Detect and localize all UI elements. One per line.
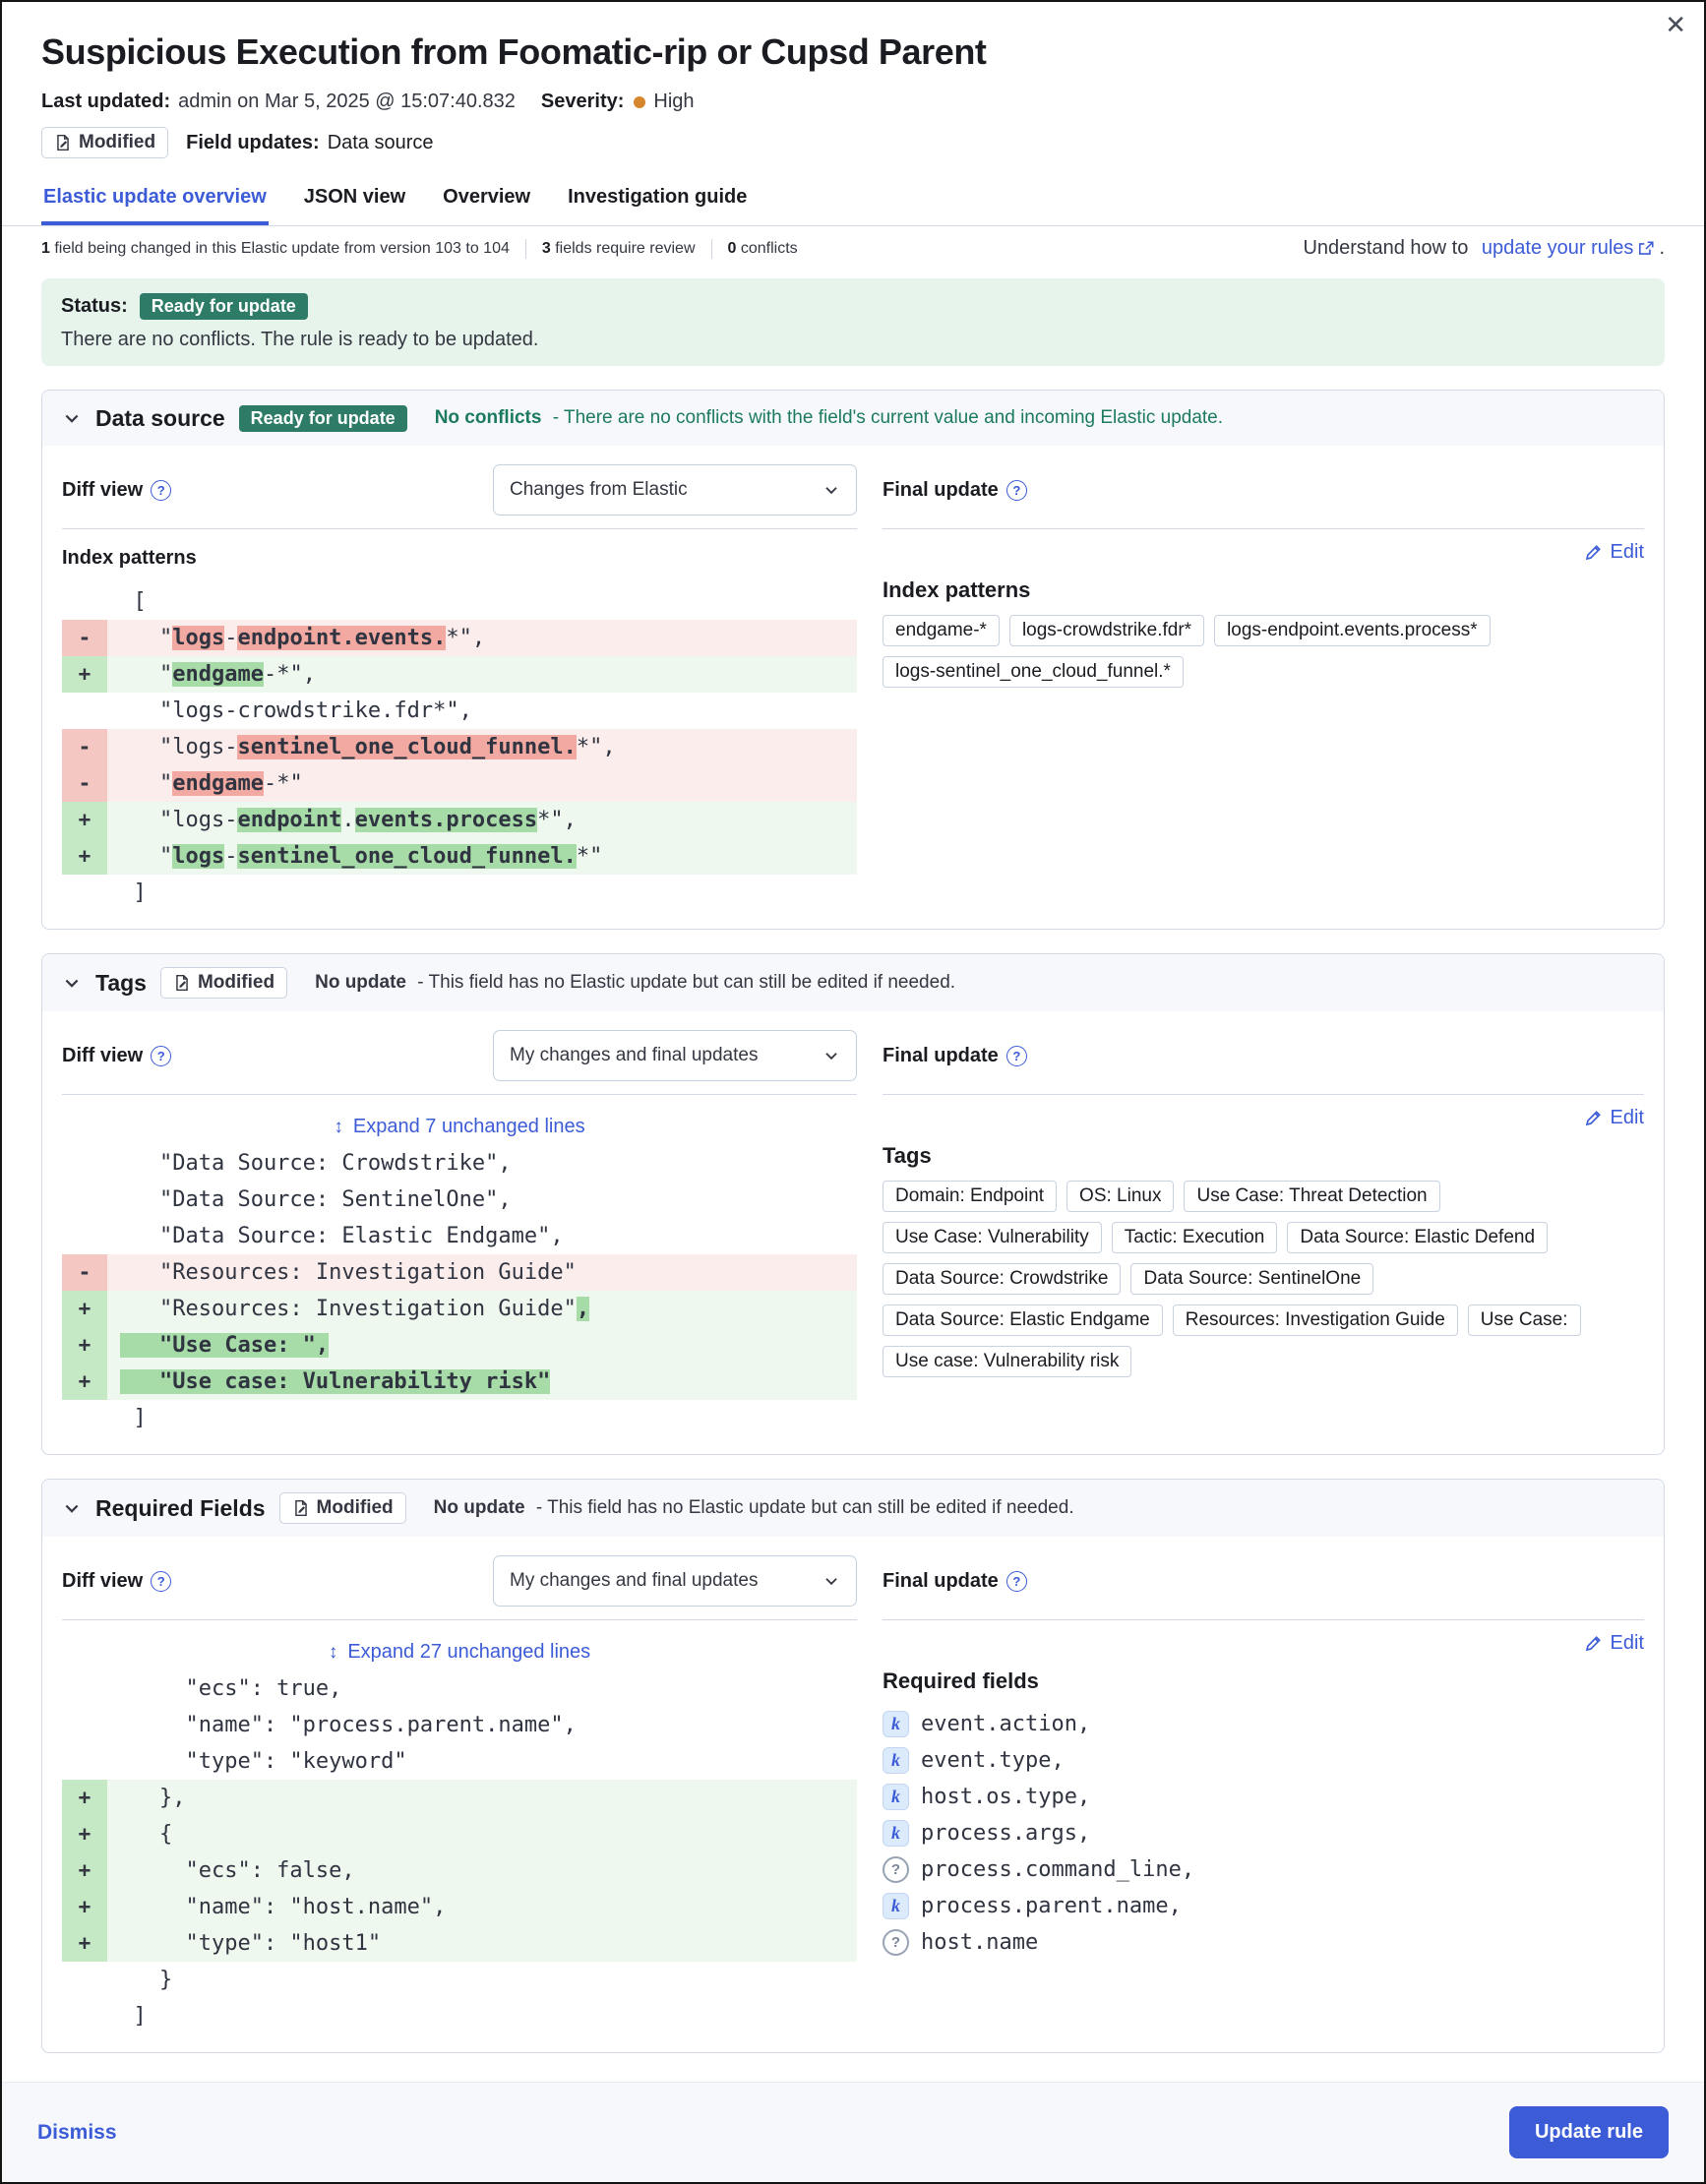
diff-gutter [62, 1400, 107, 1436]
diff-code: "logs-endpoint.events.process*", [107, 808, 577, 832]
severity-label: Severity: [540, 91, 625, 112]
severity-dot [634, 96, 645, 108]
diff-code: [ [107, 589, 147, 614]
expand-label: Expand 7 unchanged lines [352, 1116, 585, 1137]
pencil-icon [1584, 543, 1603, 562]
diff-line [62, 765, 857, 802]
diff-line [62, 1291, 857, 1327]
final-update-column [883, 463, 1644, 911]
chevron-down-icon[interactable] [62, 408, 82, 428]
close-icon[interactable]: ✕ [1665, 10, 1686, 39]
tab-investigation-guide[interactable]: Investigation guide [568, 186, 748, 208]
diff-line [62, 1852, 857, 1889]
final-update-label: Final update ? [883, 1045, 1027, 1067]
diff-gutter [62, 1707, 107, 1743]
panel-data-source-header[interactable] [42, 391, 1664, 446]
tag-badge: logs-crowdstrike.fdr* [1009, 615, 1204, 646]
diff-gutter [62, 693, 107, 729]
diff-code: "name": "process.parent.name", [107, 1713, 577, 1737]
conflict-status-bold: No conflicts [434, 407, 542, 428]
keyword-token-icon: k [883, 1893, 909, 1919]
flyout-footer [2, 2082, 1704, 2182]
diff-code: "logs-sentinel_one_cloud_funnel.*", [107, 735, 616, 759]
divider [711, 239, 712, 259]
tag-badge: Use case: Vulnerability risk [883, 1346, 1131, 1377]
chevron-down-icon[interactable] [62, 973, 82, 993]
tab-overview[interactable]: Overview [443, 186, 531, 208]
diff-line [62, 1218, 857, 1254]
tags-badges [883, 1181, 1644, 1377]
status-badge: Ready for update [140, 293, 308, 320]
required-field-name: event.type, [921, 1748, 1065, 1773]
diff-line [62, 1670, 857, 1707]
diff-line [62, 1145, 857, 1182]
diff-gutter [62, 1670, 107, 1707]
divider [62, 1094, 857, 1095]
panel-title: Data source [95, 404, 225, 431]
diff-line [62, 838, 857, 875]
diff-line [62, 1889, 857, 1925]
diff-line [62, 583, 857, 620]
help-icon[interactable]: ? [151, 1046, 171, 1066]
diff-gutter: + [62, 1780, 107, 1816]
panel-title: Tags [95, 969, 147, 996]
chevron-down-icon[interactable] [62, 1498, 82, 1518]
document-edit-icon [292, 1499, 310, 1517]
diff-line [62, 1925, 857, 1962]
required-field-row [883, 1924, 1644, 1961]
update-status [315, 972, 955, 994]
stat-number: 3 [541, 239, 551, 257]
required-field-name: process.args, [921, 1821, 1091, 1846]
panel-tags-header[interactable] [42, 954, 1664, 1011]
dismiss-button[interactable]: Dismiss [37, 2120, 117, 2144]
divider [62, 528, 857, 529]
final-update-column [883, 1554, 1644, 2034]
unknown-token-icon: ? [883, 1929, 909, 1956]
required-field-row [883, 1851, 1644, 1888]
diff-code: { [107, 1822, 173, 1847]
diff-gutter: + [62, 1291, 107, 1327]
pencil-icon [1584, 1109, 1603, 1127]
diff-line [62, 729, 857, 765]
tags-diff [62, 1109, 857, 1436]
diff-code: "logs-endpoint.events.*", [107, 626, 486, 650]
help-icon[interactable]: ? [151, 480, 171, 501]
help-text [1303, 237, 1665, 260]
tag-badge: Tactic: Execution [1112, 1222, 1278, 1253]
diff-code: "Resources: Investigation Guide" [107, 1260, 577, 1285]
update-status-bold: No update [315, 972, 406, 993]
severity-value: High [653, 91, 695, 112]
last-updated-value: admin on Mar 5, 2025 @ 15:07:40.832 [178, 91, 516, 112]
last-updated-label: Last updated: [41, 91, 171, 112]
edit-button[interactable]: Edit [1584, 1107, 1644, 1129]
diff-code: "Data Source: Elastic Endgame", [107, 1224, 564, 1248]
diff-code: ] [107, 1406, 147, 1430]
modified-badge [279, 1492, 406, 1524]
field-updates-value: Data source [327, 131, 434, 153]
stat-item: 3 fields require review [541, 239, 696, 257]
diff-line [62, 1364, 857, 1400]
keyword-token-icon: k [883, 1747, 909, 1774]
tag-badge: Data Source: Elastic Endgame [883, 1304, 1163, 1336]
help-icon[interactable]: ? [1006, 480, 1027, 501]
diff-line [62, 1400, 857, 1436]
diff-gutter: + [62, 656, 107, 693]
tag-badge: Data Source: Elastic Defend [1287, 1222, 1548, 1253]
tag-badge: endgame-* [883, 615, 1000, 646]
help-icon[interactable]: ? [1006, 1571, 1027, 1592]
required-field-name: host.os.type, [921, 1785, 1091, 1809]
diff-gutter [62, 1962, 107, 1998]
edit-button[interactable]: Edit [1584, 1632, 1644, 1655]
final-update-label: Final update ? [883, 479, 1027, 502]
required-fields-heading: Required fields [883, 1668, 1039, 1693]
diff-view-select[interactable] [493, 1555, 857, 1607]
stat-number: 1 [41, 239, 50, 257]
panel-tags [41, 953, 1665, 1455]
diff-code: "endgame-*" [107, 771, 303, 796]
panel-data-source [41, 390, 1665, 930]
diff-code: }, [107, 1786, 186, 1810]
tab-bar [2, 180, 1704, 226]
update-stats-row [2, 226, 1704, 271]
index-patterns-heading: Index patterns [883, 577, 1031, 602]
ready-for-update-badge: Ready for update [239, 405, 407, 432]
status-callout [41, 278, 1665, 366]
tab-elastic-update-overview[interactable]: Elastic update overview [41, 180, 269, 225]
diff-code: } [107, 1968, 173, 1992]
diff-gutter [62, 1145, 107, 1182]
keyword-token-icon: k [883, 1784, 909, 1810]
required-field-row [883, 1742, 1644, 1779]
help-suffix: . [1659, 237, 1665, 259]
tag-badge: Data Source: SentinelOne [1130, 1263, 1373, 1295]
modified-badge [41, 127, 168, 158]
diff-code: ] [107, 2004, 147, 2029]
flyout-header [2, 2, 1704, 158]
diff-line [62, 1962, 857, 1998]
diff-code: "Data Source: SentinelOne", [107, 1187, 512, 1212]
expand-icon: ↕ [334, 1116, 343, 1137]
diff-code: "name": "host.name", [107, 1895, 447, 1919]
index-patterns-label: Index patterns [62, 547, 197, 569]
diff-gutter: + [62, 1364, 107, 1400]
tab-json-view[interactable]: JSON view [303, 186, 406, 208]
diff-gutter: - [62, 729, 107, 765]
help-prefix: Understand how to [1303, 237, 1469, 259]
diff-line [62, 693, 857, 729]
stat-number: 0 [727, 239, 737, 257]
diff-code: "endgame-*", [107, 662, 316, 687]
panel-required-fields [41, 1479, 1665, 2053]
divider [525, 239, 526, 259]
required-field-name: host.name [921, 1930, 1039, 1955]
modified-badge-label: Modified [316, 1497, 394, 1518]
required-field-name: process.command_line, [921, 1857, 1195, 1882]
panel-required-fields-header[interactable] [42, 1480, 1664, 1537]
diff-gutter [62, 1743, 107, 1780]
final-update-label: Final update ? [883, 1570, 1027, 1593]
diff-code: "logs-crowdstrike.fdr*", [107, 698, 472, 723]
tag-badge: Use Case: Threat Detection [1184, 1181, 1439, 1212]
diff-gutter: + [62, 1852, 107, 1889]
final-update-column [883, 1029, 1644, 1436]
required-field-row [883, 1888, 1644, 1924]
diff-line [62, 1707, 857, 1743]
stats-group [41, 239, 798, 259]
unknown-token-icon: ? [883, 1856, 909, 1883]
update-your-rules-link[interactable]: update your rules [1481, 237, 1634, 259]
rule-meta [41, 91, 1665, 113]
diff-line [62, 1780, 857, 1816]
divider [62, 1619, 857, 1620]
expand-label: Expand 27 unchanged lines [347, 1641, 591, 1663]
diff-line [62, 1254, 857, 1291]
required-field-name: process.parent.name, [921, 1894, 1182, 1918]
diff-view-select[interactable] [493, 1030, 857, 1081]
diff-view-select-value: Changes from Elastic [510, 479, 688, 500]
diff-column [62, 1554, 857, 2034]
diff-line [62, 1327, 857, 1364]
update-status-rest: - This field has no Elastic update but can still be edited if needed. [417, 972, 956, 993]
diff-code: "ecs": true, [107, 1676, 342, 1701]
status-body: There are no conflicts. The rule is ready to be updated. [61, 329, 539, 350]
conflict-status-rest: - There are no conflicts with the field's current value and incoming Elastic update. [552, 407, 1224, 428]
diff-code: "Data Source: Crowdstrike", [107, 1151, 512, 1176]
diff-gutter: + [62, 1816, 107, 1852]
required-field-row [883, 1706, 1644, 1742]
diff-line [62, 620, 857, 656]
update-rule-button[interactable]: Update rule [1509, 2106, 1669, 2158]
modified-badge-label: Modified [79, 132, 156, 152]
update-status-rest: - This field has no Elastic update but can still be edited if needed. [535, 1497, 1074, 1518]
diff-column [62, 463, 857, 911]
diff-line [62, 875, 857, 911]
expand-unchanged-link[interactable] [62, 1634, 857, 1670]
tag-badge: Data Source: Crowdstrike [883, 1263, 1121, 1295]
diff-code: "Use case: Vulnerability risk" [120, 1369, 551, 1394]
chevron-down-icon [823, 481, 840, 499]
diff-gutter: + [62, 802, 107, 838]
diff-gutter: - [62, 765, 107, 802]
diff-gutter: + [62, 838, 107, 875]
diff-line [62, 1182, 857, 1218]
document-edit-icon [54, 134, 72, 152]
tag-badge: Use Case: [1468, 1304, 1581, 1336]
index-patterns-badges [883, 615, 1644, 688]
expand-icon: ↕ [328, 1641, 338, 1663]
diff-line [62, 1998, 857, 2034]
edit-button[interactable]: Edit [1584, 541, 1644, 564]
diff-code: "type": "keyword" [107, 1749, 407, 1774]
index-patterns-diff [62, 583, 857, 911]
diff-gutter: + [62, 1889, 107, 1925]
diff-view-label: Diff view ? [62, 479, 171, 502]
field-updates-label: Field updates: [186, 131, 320, 153]
help-icon[interactable]: ? [1006, 1046, 1027, 1066]
diff-gutter [62, 1218, 107, 1254]
status-label: Status: [61, 295, 128, 317]
modified-row [41, 127, 1665, 158]
diff-view-select[interactable] [493, 464, 857, 516]
help-icon[interactable]: ? [151, 1571, 171, 1592]
expand-unchanged-link[interactable] [62, 1109, 857, 1145]
external-link-icon [1637, 240, 1655, 258]
update-status [434, 1497, 1074, 1519]
diff-line [62, 1816, 857, 1852]
update-status-bold: No update [433, 1497, 525, 1518]
modified-badge-label: Modified [197, 972, 275, 993]
diff-code: "ecs": false, [107, 1858, 355, 1883]
modified-badge [160, 967, 287, 999]
required-field-row [883, 1815, 1644, 1851]
chevron-down-icon [823, 1572, 840, 1590]
diff-code: ] [107, 880, 147, 905]
tag-badge: Domain: Endpoint [883, 1181, 1057, 1212]
required-field-name: event.action, [921, 1712, 1091, 1736]
conflict-status [435, 407, 1223, 429]
diff-gutter [62, 1182, 107, 1218]
stat-item: 0 conflicts [727, 239, 798, 257]
diff-code: "Resources: Investigation Guide", [107, 1297, 590, 1321]
tag-badge: Resources: Investigation Guide [1173, 1304, 1458, 1336]
panel-title: Required Fields [95, 1494, 266, 1521]
diff-view-label: Diff view ? [62, 1570, 171, 1593]
diff-gutter [62, 875, 107, 911]
diff-gutter: - [62, 620, 107, 656]
required-field-row [883, 1779, 1644, 1815]
divider [883, 1094, 1644, 1095]
page-title: Suspicious Execution from Foomatic-rip or Cupsd Parent [41, 31, 987, 72]
diff-view-select-value: My changes and final updates [510, 1045, 759, 1065]
keyword-token-icon: k [883, 1820, 909, 1847]
tag-badge: logs-endpoint.events.process* [1214, 615, 1491, 646]
tag-badge: Use Case: Vulnerability [883, 1222, 1102, 1253]
diff-gutter: - [62, 1254, 107, 1291]
diff-line [62, 656, 857, 693]
required-fields-list [883, 1706, 1644, 1961]
diff-line [62, 1743, 857, 1780]
tags-heading: Tags [883, 1143, 932, 1168]
diff-gutter: + [62, 1925, 107, 1962]
diff-gutter [62, 1998, 107, 2034]
diff-line [62, 802, 857, 838]
diff-gutter: + [62, 1327, 107, 1364]
keyword-token-icon: k [883, 1711, 909, 1737]
document-edit-icon [173, 974, 191, 992]
diff-view-label: Diff view ? [62, 1045, 171, 1067]
divider [883, 1619, 1644, 1620]
diff-code: "logs-sentinel_one_cloud_funnel.*" [107, 844, 603, 869]
diff-code: "Use Case: ", [120, 1333, 330, 1358]
diff-column [62, 1029, 857, 1436]
required-fields-diff [62, 1634, 857, 2034]
pencil-icon [1584, 1634, 1603, 1653]
diff-view-select-value: My changes and final updates [510, 1570, 759, 1591]
divider [883, 528, 1644, 529]
diff-gutter [62, 583, 107, 620]
tag-badge: logs-sentinel_one_cloud_funnel.* [883, 656, 1184, 688]
tag-badge: OS: Linux [1066, 1181, 1174, 1212]
chevron-down-icon [823, 1047, 840, 1064]
stat-item: 1 field being changed in this Elastic update from version 103 to 104 [41, 239, 510, 257]
diff-code: "type": "host1" [107, 1931, 382, 1956]
